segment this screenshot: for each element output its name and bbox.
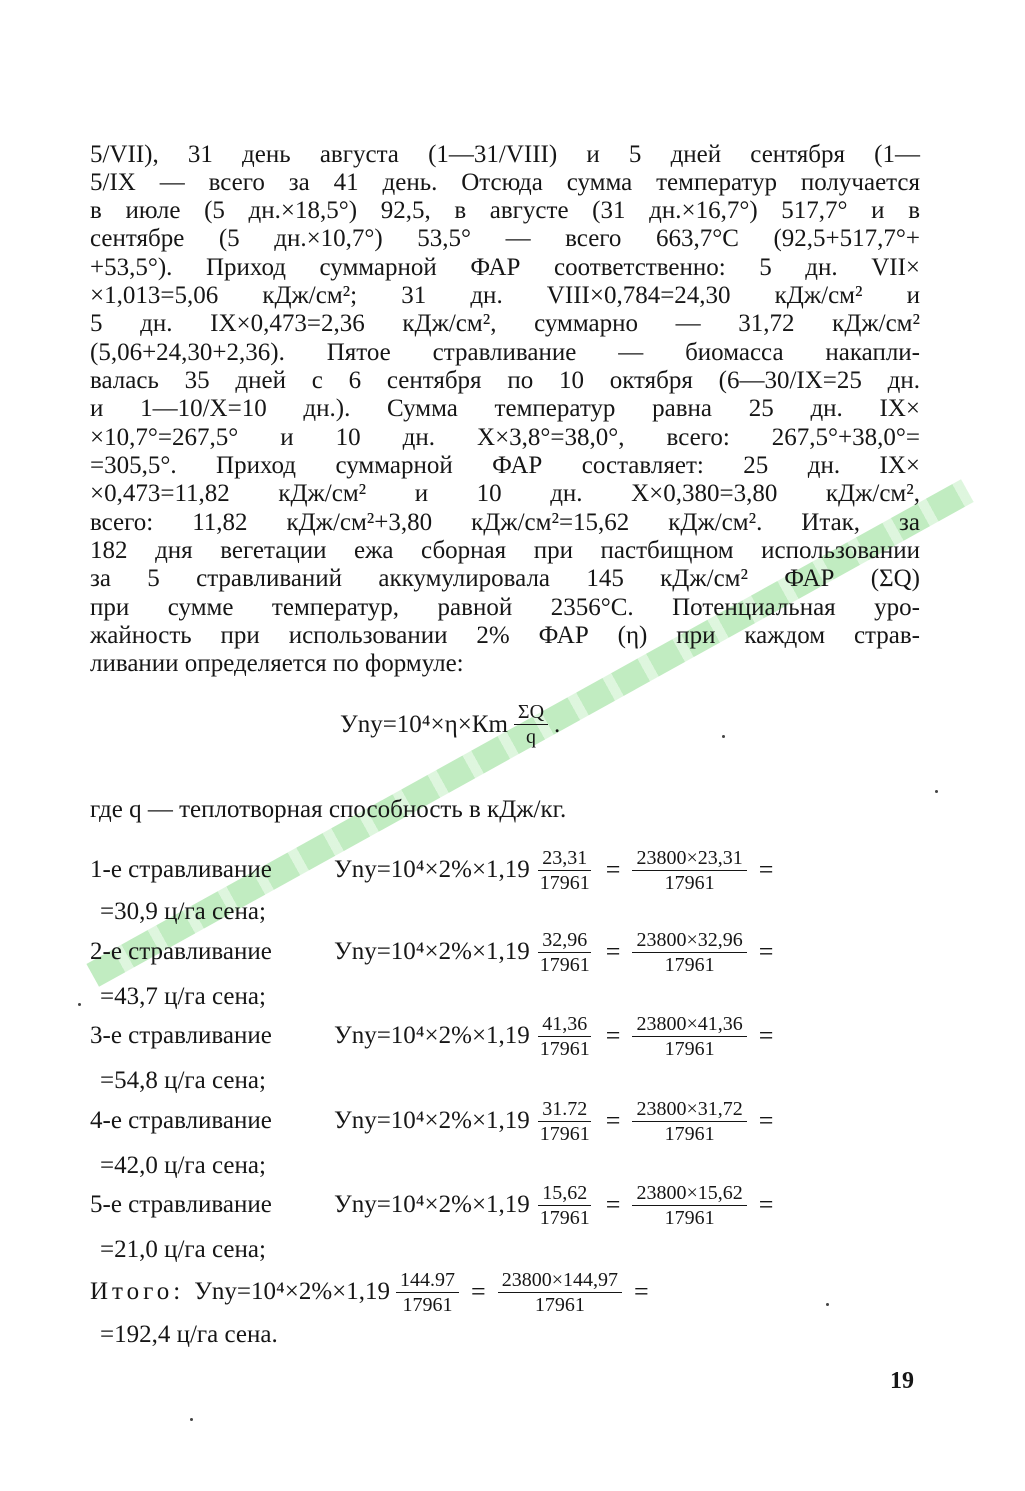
- calc-fraction-expanded: [632, 846, 746, 895]
- equals-sign: =: [758, 855, 774, 884]
- total-label: Итого:: [90, 1278, 185, 1305]
- equals-sign: =: [605, 1190, 621, 1219]
- total-numerator: 23800×144,97: [498, 1268, 622, 1293]
- equals-sign: =: [758, 1021, 774, 1050]
- calc-fraction: [536, 1097, 594, 1146]
- equals-sign: =: [758, 937, 774, 966]
- calc-expression: Уnу=10⁴×2%×1,19: [334, 1022, 530, 1049]
- calc-numerator: 23800×41,36: [632, 1012, 746, 1037]
- total-row: [90, 1262, 655, 1322]
- total-fraction-expanded: [498, 1268, 622, 1317]
- text-line: за 5 стравливаний аккумулировала 145 кДж/см² ФАР (ΣQ): [90, 565, 920, 592]
- calc-expression: Уnу=10⁴×2%×1,19: [334, 938, 530, 965]
- text-line: ×10,7°=267,5° и 10 дн. X×3,8°=38,0°, всего: 267,5°+38,0°=: [90, 424, 920, 451]
- text-line: при сумме температур, равной 2356°С. Потенциальная уро-: [90, 594, 920, 621]
- calc-numerator: 23,31: [538, 846, 591, 871]
- calc-result: =21,0 ц/га сена;: [100, 1236, 266, 1263]
- calc-label: 1-е стравливание: [90, 856, 272, 883]
- calc-result: =30,9 ц/га сена;: [100, 898, 266, 925]
- dust-speck: [722, 735, 725, 738]
- page-number: 19: [890, 1368, 914, 1394]
- formula-numerator: ΣQ: [514, 700, 548, 725]
- calc-fraction: [536, 846, 594, 895]
- calc-label: 4-е стравливание: [90, 1107, 272, 1134]
- total-denominator: 17961: [534, 1293, 585, 1316]
- calc-numerator: 23800×23,31: [632, 846, 746, 871]
- equals-sign: =: [471, 1277, 486, 1306]
- calc-fraction-expanded: [632, 1097, 746, 1146]
- calc-fraction-expanded: [632, 1181, 746, 1230]
- text-line: ×0,473=11,82 кДж/см² и 10 дн. X×0,380=3,80 кДж/см²,: [90, 480, 920, 507]
- calc-denominator: 17961: [539, 953, 590, 976]
- calc-fraction: [536, 1012, 594, 1061]
- calc-fraction: [536, 928, 594, 977]
- calculation-row: [90, 1006, 779, 1066]
- calc-denominator: 17961: [664, 953, 715, 976]
- equals-sign: =: [633, 1277, 649, 1306]
- text-line: 182 дня вегетации ежа сборная при пастбищном использовании: [90, 537, 920, 564]
- calc-denominator: 17961: [539, 1037, 590, 1060]
- calc-numerator: 31.72: [538, 1097, 591, 1122]
- total-expression: Уnу=10⁴×2%×1,19: [194, 1278, 391, 1305]
- calc-numerator: 23800×15,62: [632, 1181, 746, 1206]
- yield-formula: [340, 700, 560, 749]
- calc-label: 3-е стравливание: [90, 1022, 272, 1049]
- dust-speck: [826, 1303, 829, 1306]
- text-line: ×1,013=5,06 кДж/см²; 31 дн. VIII×0,784=24,30 кДж/см² и: [90, 282, 920, 309]
- equals-sign: =: [758, 1106, 774, 1135]
- text-line: 5 дн. IX×0,473=2,36 кДж/см², суммарно — 31,72 кДж/см²: [90, 310, 920, 337]
- calc-result: =54,8 ц/га сена;: [100, 1067, 266, 1094]
- calc-denominator: 17961: [664, 1122, 715, 1145]
- calc-numerator: 41,36: [538, 1012, 591, 1037]
- dust-speck: [935, 790, 938, 793]
- formula-lhs: Уnу=10⁴×η×Кm: [340, 710, 508, 738]
- total-fraction: [396, 1268, 459, 1317]
- calc-numerator: 32,96: [538, 928, 591, 953]
- calc-expression: Уnу=10⁴×2%×1,19: [334, 856, 530, 883]
- text-line: +53,5°). Приход суммарной ФАР соответственно: 5 дн. VII×: [90, 254, 920, 281]
- text-line: 5/IX — всего за 41 день. Отсюда сумма температур получается: [90, 169, 920, 196]
- text-line: и 1—10/X=10 дн.). Сумма температур равна 25 дн. IX×: [90, 395, 920, 422]
- text-line: (5,06+24,30+2,36). Пятое стравливание — биомасса накапли-: [90, 339, 920, 366]
- calc-fraction-expanded: [632, 1012, 746, 1061]
- formula-tail: .: [554, 710, 561, 738]
- text-line: =305,5°. Приход суммарной ФАР составляет: 25 дн. IX×: [90, 452, 920, 479]
- text-line: в июле (5 дн.×18,5°) 92,5, в августе (31 дн.×16,7°) 517,7° и в: [90, 197, 920, 224]
- dust-speck: [190, 1418, 193, 1421]
- calc-numerator: 15,62: [538, 1181, 591, 1206]
- text-line: 5/VII), 31 день августа (1—31/VIII) и 5 дней сентября (1—: [90, 141, 920, 168]
- formula-denominator: q: [525, 726, 536, 748]
- calc-numerator: 23800×32,96: [632, 928, 746, 953]
- calc-result: =42,0 ц/га сена;: [100, 1152, 266, 1179]
- calc-denominator: 17961: [539, 1122, 590, 1145]
- formula-fraction: [514, 700, 548, 749]
- dust-speck: [78, 1003, 81, 1006]
- total-result: =192,4 ц/га сена.: [100, 1321, 278, 1348]
- calc-numerator: 23800×31,72: [632, 1097, 746, 1122]
- calc-label: 5-е стравливание: [90, 1191, 272, 1218]
- equals-sign: =: [605, 1106, 621, 1135]
- calc-denominator: 17961: [664, 1037, 715, 1060]
- calc-fraction-expanded: [632, 928, 746, 977]
- equals-sign: =: [758, 1190, 774, 1219]
- calculation-row: [90, 1091, 779, 1151]
- calculation-row: [90, 840, 779, 900]
- text-line: валась 35 дней с 6 сентября по 10 октября (6—30/IX=25 дн.: [90, 367, 920, 394]
- where-line: где q — теплотворная способность в кДж/кг.: [90, 796, 567, 823]
- equals-sign: =: [605, 937, 621, 966]
- calculation-row: [90, 1175, 779, 1235]
- text-line: сентябре (5 дн.×10,7°) 53,5° — всего 663,7°С (92,5+517,7°+: [90, 225, 920, 252]
- calc-fraction: [536, 1181, 594, 1230]
- equals-sign: =: [605, 855, 621, 884]
- calc-denominator: 17961: [539, 871, 590, 894]
- calc-expression: Уnу=10⁴×2%×1,19: [334, 1191, 530, 1218]
- calculation-row: [90, 922, 779, 982]
- total-denominator: 17961: [402, 1293, 453, 1316]
- equals-sign: =: [605, 1021, 621, 1050]
- calc-denominator: 17961: [664, 1206, 715, 1229]
- calc-denominator: 17961: [664, 871, 715, 894]
- total-numerator: 144.97: [396, 1268, 459, 1293]
- text-line: ливании определяется по формуле:: [90, 650, 464, 677]
- calc-label: 2-е стравливание: [90, 938, 272, 965]
- text-line: жайность при использовании 2% ФАР (η) при каждом страв-: [90, 622, 920, 649]
- calc-expression: Уnу=10⁴×2%×1,19: [334, 1107, 530, 1134]
- text-line: всего: 11,82 кДж/см²+3,80 кДж/см²=15,62 кДж/см². Итак, за: [90, 509, 920, 536]
- calc-result: =43,7 ц/га сена;: [100, 983, 266, 1010]
- calc-denominator: 17961: [539, 1206, 590, 1229]
